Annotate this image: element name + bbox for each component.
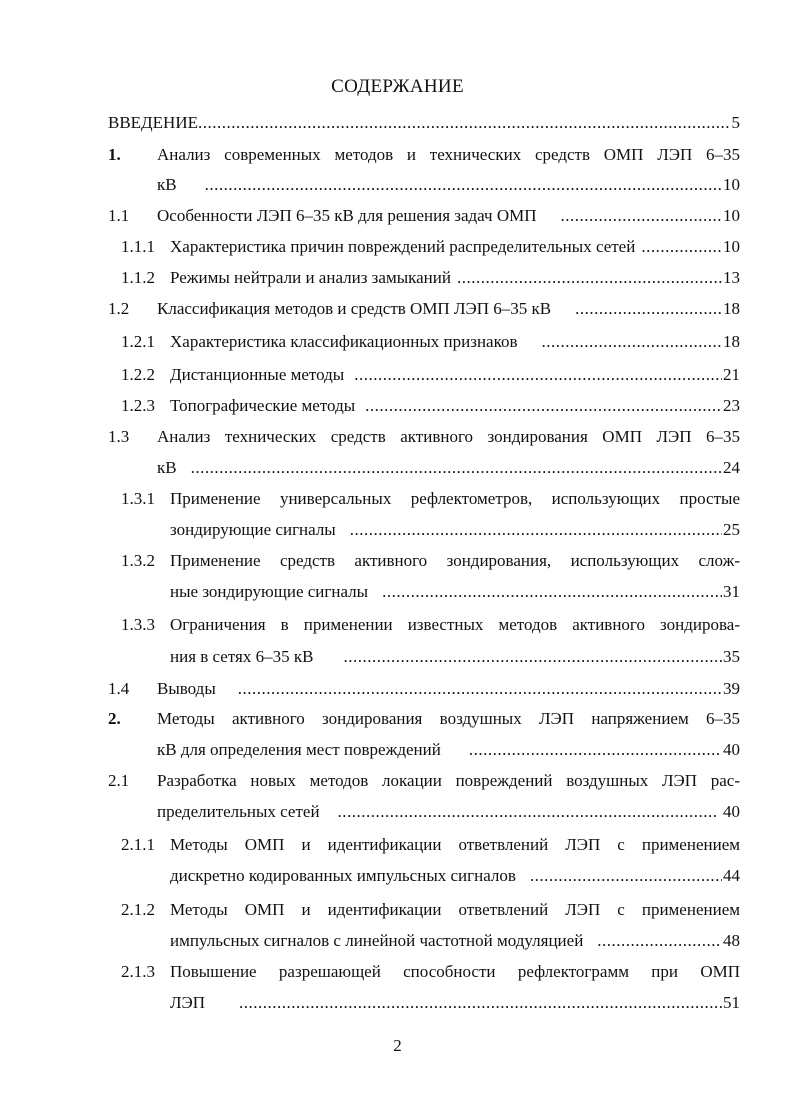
toc-entry-number: 2.	[108, 709, 121, 728]
leader-dots	[561, 204, 722, 228]
toc-entry-continuation: ЛЭП ..... 51	[170, 991, 740, 1015]
leader-dots	[542, 330, 722, 354]
toc-entry-number: 2.1.1	[121, 835, 155, 854]
toc-entry-text: Методы ОМП и идентификации ответвлений ЛЭП с применением	[170, 900, 740, 919]
toc-entry-continuation: кВ для определения мест повреждений ..... 40	[157, 738, 740, 762]
toc-entry-text: Топографические методы	[170, 396, 356, 415]
toc-entry-text: Особенности ЛЭП 6–35 кВ для решения задач ОМП	[157, 206, 537, 225]
toc-entry-text: Применение средств активного зондирования, использующих слож-	[170, 551, 740, 570]
toc-entry	[108, 204, 740, 228]
toc-entry-text: ВВЕДЕНИЕ	[108, 113, 198, 132]
toc-entry	[108, 297, 740, 321]
toc-entry-continuation: кВ ..... 10	[157, 173, 740, 197]
toc-entry-text: Режимы нейтрали и анализ замыканий	[170, 268, 451, 287]
toc-entry-text: Разработка новых методов локации повреждений воздушных ЛЭП рас-	[157, 771, 740, 790]
toc-entry	[121, 363, 740, 387]
toc-entry-number: 1.2.2	[121, 365, 155, 384]
toc-entry-number: 1.3.3	[121, 615, 155, 634]
toc-entry	[108, 677, 740, 701]
toc-page-number: 24	[723, 458, 740, 477]
toc-entry	[108, 111, 740, 135]
toc-page-number: 25	[723, 520, 740, 539]
toc-entry-continuation: пределительных сетей ..... 40	[157, 800, 740, 824]
toc-page-number: 35	[723, 647, 740, 666]
toc-page-number: 51	[723, 993, 740, 1012]
toc-entry-number: 1.1.1	[121, 237, 155, 256]
leader-dots	[191, 456, 722, 480]
toc-entry-text: Анализ технических средств активного зондирования ОМП ЛЭП 6–35	[157, 427, 740, 446]
toc-entry-number: 1.3	[108, 427, 130, 446]
toc-page-number: 31	[723, 582, 740, 601]
toc-entry-number: 2.1	[108, 771, 130, 790]
toc-entry-text: Выводы	[157, 679, 216, 698]
leader-dots	[198, 111, 731, 135]
toc-entry-text: Анализ современных методов и технических средств ОМП ЛЭП 6–35	[157, 145, 740, 164]
toc-entry	[121, 330, 740, 354]
leader-dots	[238, 677, 722, 701]
toc-entry-number: 1.4	[108, 679, 130, 698]
toc-entry-number: 1.	[108, 145, 121, 164]
toc-entry	[121, 266, 740, 290]
toc-entry-number: 1.3.2	[121, 551, 155, 570]
toc-page-number: 23	[723, 396, 740, 415]
toc-page-number: 10	[723, 237, 740, 256]
toc-page-number: 18	[723, 332, 740, 351]
toc-page-number: 18	[723, 299, 740, 318]
toc-page-number: 48	[723, 931, 740, 950]
toc-page-number: 13	[723, 268, 740, 287]
toc-entry-text: Методы активного зондирования воздушных ЛЭП напряжением 6–35	[157, 709, 740, 728]
toc-page-number: 40	[723, 740, 740, 759]
page-number: 2	[393, 1036, 402, 1055]
toc-page-number: 10	[723, 175, 740, 194]
toc-entry-number: 1.2.1	[121, 332, 155, 351]
toc-entry-number: 1.2	[108, 299, 130, 318]
leader-dots	[350, 518, 722, 542]
toc-page-number: 44	[723, 866, 740, 885]
toc-entry-number: 1.3.1	[121, 489, 155, 508]
toc-entry-text: Применение универсальных рефлектометров, использующих простые	[170, 489, 740, 508]
toc-entry-number: 1.1.2	[121, 268, 155, 287]
leader-dots	[343, 645, 722, 669]
toc-entry-text: Повышение разрешающей способности рефлектограмм при ОМП	[170, 962, 740, 981]
toc-entry-continuation: ния в сетях 6–35 кВ ..... 35	[170, 645, 740, 669]
leader-dots	[239, 991, 722, 1015]
toc-entry-continuation: импульсных сигналов с линейной частотной модуляцией ..... 48	[170, 929, 740, 953]
leader-dots	[457, 266, 722, 290]
leader-dots	[469, 738, 722, 762]
toc-entry-number: 2.1.3	[121, 962, 155, 981]
toc-page-number: 40	[723, 802, 740, 821]
toc-entry-number: 2.1.2	[121, 900, 155, 919]
leader-dots	[338, 800, 718, 824]
toc-entry-text: Классификация методов и средств ОМП ЛЭП 6–35 кВ	[157, 299, 552, 318]
leader-dots	[530, 864, 722, 888]
toc-page-number: 10	[723, 206, 740, 225]
leader-dots	[365, 394, 722, 418]
leader-dots	[354, 363, 722, 387]
toc-entry-continuation: ные зондирующие сигналы ..... 31	[170, 580, 740, 604]
leader-dots	[205, 173, 722, 197]
toc-entry-number: 1.1	[108, 206, 130, 225]
toc-page-number: 39	[723, 679, 740, 698]
toc-entry-continuation: зондирующие сигналы ..... 25	[170, 518, 740, 542]
toc-entry-number: 1.2.3	[121, 396, 155, 415]
leader-dots	[382, 580, 722, 604]
toc-entry-text: Дистанционные методы	[170, 365, 345, 384]
toc-page-number: 5	[731, 113, 740, 132]
leader-dots	[641, 235, 722, 259]
leader-dots	[597, 929, 722, 953]
toc-entry-text: Характеристика причин повреждений распределительных сетей	[170, 237, 636, 256]
leader-dots	[575, 297, 722, 321]
toc-entry	[121, 394, 740, 418]
page-title: СОДЕРЖАНИЕ	[331, 76, 464, 97]
toc-entry-text: Ограничения в применении известных методов активного зондирова-	[170, 615, 740, 634]
toc-entry-continuation: дискретно кодированных импульсных сигналов ..... 44	[170, 864, 740, 888]
toc-entry	[121, 235, 740, 259]
toc-entry-text: Характеристика классификационных признаков	[170, 332, 518, 351]
toc-page-number: 21	[723, 365, 740, 384]
toc-entry-text: Методы ОМП и идентификации ответвлений ЛЭП с применением	[170, 835, 740, 854]
toc-entry-continuation: кВ ..... 24	[157, 456, 740, 480]
